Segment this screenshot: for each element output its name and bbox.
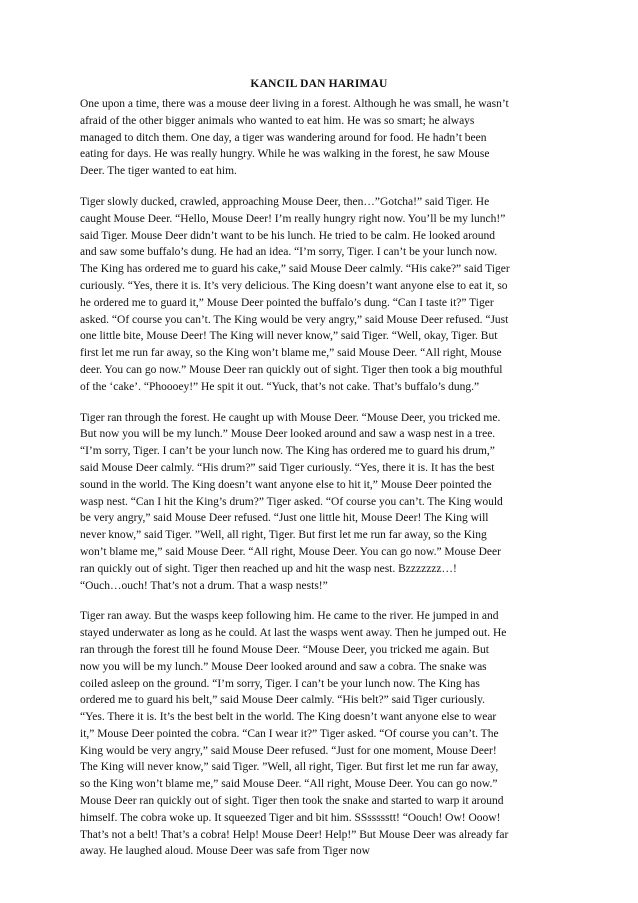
story-body — [80, 96, 564, 874]
text-line: said Mouse Deer calmly. “His drum?” said Tiger curiously. “Yes, there it is. It has the best — [80, 461, 495, 474]
paragraph — [80, 194, 564, 396]
text-line: be very angry,” said Mouse Deer refused. “Just one little hit, Mouse Deer! The King will — [80, 512, 489, 525]
text-line: won’t blame me,” said Mouse Deer. “All right, Mouse Deer. You can go now.” Mouse Deer — [80, 545, 501, 558]
text-line: Mouse Deer ran quickly out of sight. Tiger then took the snake and started to warp it around — [80, 795, 504, 808]
text-line: One upon a time, there was a mouse deer living in a forest. Although he was small, he wasn’t — [80, 98, 509, 110]
text-line: Tiger ran through the forest. He caught up with Mouse Deer. “Mouse Deer, you tricked me. — [80, 411, 501, 424]
text-line: coiled asleep on the ground. “I’m sorry, Tiger. I can’t be your lunch now. The King has — [80, 677, 480, 690]
text-line: managed to ditch them. One day, a tiger was wandering around for food. He hadn’t been — [80, 131, 487, 144]
paragraph — [80, 410, 564, 595]
text-line: away. He laughed aloud. Mouse Deer was safe from Tiger now — [80, 845, 370, 858]
text-line: ran through the forest till he found Mouse Deer. “Mouse Deer, you tricked me again. But — [80, 643, 489, 656]
text-line: ordered me to guard his belt,” said Mouse Deer calmly. “His belt?” said Tiger curiously. — [80, 694, 486, 707]
text-line: one little bite, Mouse Deer! The King will never know,” said Tiger. “Well, okay, Tiger. But — [80, 330, 498, 343]
text-line: and saw some buffalo’s dung. He had an idea. “I’m sorry, Tiger. I can’t be your lunch now. — [80, 246, 498, 259]
text-line: himself. The cobra woke up. It squeezed Tiger and bit him. SSssssstt! “Oouch! Ow! Ooow! — [80, 811, 501, 824]
text-line: afraid of the other bigger animals who wanted to eat him. He was so smart; he always — [80, 114, 475, 127]
text-line: it,” Mouse Deer pointed the cobra. “Can I wear it?” Tiger asked. “Of course you can’t. The — [80, 727, 499, 740]
text-line: never know,” said Tiger. ”Well, all right, Tiger. But first let me run far away, so the King — [80, 529, 487, 542]
text-line: King would be very angry,” said Mouse Deer refused. “Just for one moment, Mouse Deer! — [80, 744, 497, 757]
page-title: KANCIL DAN HARIMAU — [250, 78, 388, 90]
text-line: stayed underwater as long as he could. At last the wasps went away. Then he jumped out. He — [80, 627, 507, 640]
text-line: of the ‘cake’. “Phoooey!” He spit it out. “Yuck, that’s not cake. That’s buffalo’s dung.” — [80, 380, 480, 393]
text-line: That’s not a belt! That’s a cobra! Help! Mouse Deer! Help!” But Mouse Deer was already far — [80, 828, 509, 841]
text-line: eating for days. He was really hungry. While he was walking in the forest, he saw Mouse — [80, 148, 490, 161]
text-line: deer. You can go now.” Mouse Deer ran quickly out of sight. Tiger then took a big mouthful — [80, 363, 503, 376]
text-line: Deer. The tiger wanted to eat him. — [80, 165, 237, 178]
text-line: he ordered me to guard it,” Mouse Deer pointed the buffalo’s dung. “Can I taste it?” Tiger — [80, 296, 494, 309]
text-line: “Yes. There it is. It’s the best belt in the world. The King doesn’t want anyone else to wear — [80, 711, 497, 724]
text-line: But now you will be my lunch.” Mouse Deer looked around and saw a wasp nest in a tree. — [80, 428, 496, 441]
text-line: so the King won’t blame me,” said Mouse Deer. “All right, Mouse Deer. You can go now.” — [80, 778, 498, 791]
paragraph — [80, 608, 564, 860]
text-line: The King has ordered me to guard his cake,” said Mouse Deer calmly. “His cake?” said Tiger — [80, 263, 510, 276]
text-line: ran quickly out of sight. Tiger then reached up and hit the wasp nest. Bzzzzzzz…! — [80, 562, 457, 575]
text-line: Tiger slowly ducked, crawled, approaching Mouse Deer, then…”Gotcha!” said Tiger. He — [80, 195, 490, 208]
text-line: sound in the world. The King doesn’t want anyone else to hit it,” Mouse Deer pointed the — [80, 478, 492, 491]
text-line: “I’m sorry, Tiger. I can’t be your lunch now. The King has ordered me to guard his drum,” — [80, 445, 495, 458]
text-line: wasp nest. “Can I hit the King’s drum?” Tiger asked. “Of course you can’t. The King would — [80, 495, 503, 508]
text-line: curiously. “Yes, there it is. It’s very delicious. The King doesn’t want anyone else to eat it, so — [80, 279, 508, 292]
text-line: first let me run far away, so the King won’t blame me,” said Mouse Deer. “All right, Mouse — [80, 347, 502, 360]
text-line: “Ouch…ouch! That’s not a drum. That a wasp nests!” — [80, 579, 328, 592]
text-line: now you will be my lunch.” Mouse Deer looked around and saw a cobra. The snake was — [80, 660, 487, 673]
paragraph — [80, 96, 564, 180]
text-line: Tiger ran away. But the wasps keep following him. He came to the river. He jumped in and — [80, 610, 499, 623]
text-line: The King will never know,” said Tiger. ”Well, all right, Tiger. But first let me run far away, — [80, 761, 499, 774]
text-line: asked. “Of course you can’t. The King would be very angry,” said Mouse Deer refused. “Just — [80, 313, 509, 326]
text-line: caught Mouse Deer. “Hello, Mouse Deer! I’m really hungry right now. You’ll be my lunch!” — [80, 212, 506, 225]
text-line: said Tiger. Mouse Deer didn’t want to be his lunch. He tried to be calm. He looked around — [80, 229, 495, 242]
